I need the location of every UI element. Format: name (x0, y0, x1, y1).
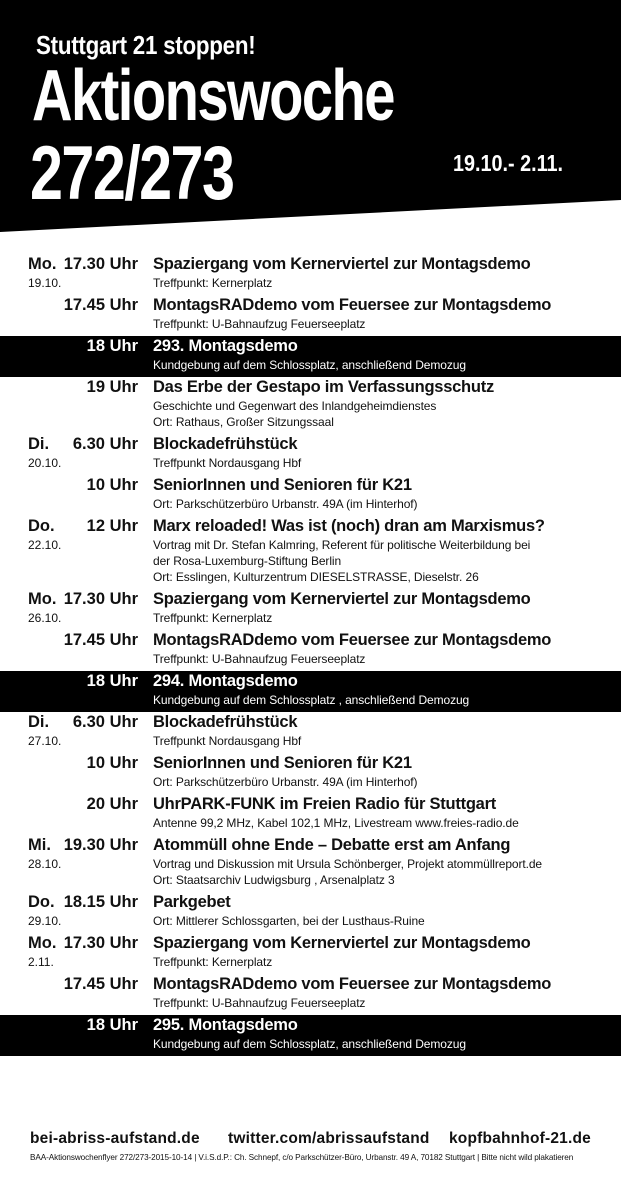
event-time: 17.45 Uhr (63, 296, 138, 314)
event-time: 10 Uhr (86, 476, 138, 494)
event-title: Spaziergang vom Kernerviertel zur Montagsdemo (153, 255, 531, 273)
event-date: 28.10. (28, 857, 62, 871)
event-day: Do. (28, 893, 55, 911)
event-content (153, 671, 621, 712)
event-title: Spaziergang vom Kernerviertel zur Montagsdemo (153, 590, 531, 608)
event-content (153, 753, 621, 794)
event-time: 19 Uhr (86, 378, 138, 396)
event-date: 29.10. (28, 914, 62, 928)
event-title: Das Erbe der Gestapo im Verfassungsschutz (153, 378, 494, 396)
event-time: 17.30 Uhr (63, 590, 138, 608)
event-detail: der Rosa-Luxemburg-Stiftung Berlin (153, 554, 342, 568)
event-day: Mo. (28, 934, 57, 952)
footer-links (0, 1130, 621, 1150)
event-date: 27.10. (28, 734, 62, 748)
event-row (0, 933, 621, 974)
event-day: Do. (28, 517, 55, 535)
event-time: 12 Uhr (86, 517, 138, 535)
event-content (153, 630, 621, 671)
event-day: Mo. (28, 590, 57, 608)
event-detail: Ort: Parkschützerbüro Urbanstr. 49A (im Hinterhof) (153, 497, 418, 511)
event-title: Marx reloaded! Was ist (noch) dran am Marxismus? (153, 517, 545, 535)
event-row (0, 254, 621, 295)
event-title: 295. Montagsdemo (153, 1016, 298, 1034)
event-highlight-row (0, 671, 621, 712)
event-title: MontagsRADdemo vom Feuersee zur Montagsdemo (153, 975, 552, 993)
event-content (153, 336, 621, 377)
event-row (0, 295, 621, 336)
event-content (153, 295, 621, 336)
event-title: Blockadefrühstück (153, 435, 298, 453)
event-content (153, 974, 621, 1015)
event-content (153, 377, 621, 434)
event-time: 17.45 Uhr (63, 631, 138, 649)
event-row (0, 516, 621, 589)
event-title: Atommüll ohne Ende – Debatte erst am Anfang (153, 836, 511, 854)
event-content (153, 516, 621, 589)
event-time: 19.30 Uhr (63, 836, 138, 854)
event-row (0, 892, 621, 933)
event-content (153, 589, 621, 630)
event-detail: Ort: Staatsarchiv Ludwigsburg , Arsenalplatz 3 (153, 873, 395, 887)
event-day: Mo. (28, 255, 57, 273)
event-title: Parkgebet (153, 893, 231, 911)
event-detail: Treffpunkt: Kernerplatz (153, 276, 273, 290)
event-detail: Ort: Esslingen, Kulturzentrum DIESELSTRASSE, Dieselstr. 26 (153, 570, 479, 584)
event-detail: Treffpunkt: Kernerplatz (153, 955, 273, 969)
event-row (0, 377, 621, 434)
page-title: Aktionswoche (32, 56, 394, 136)
event-row (0, 630, 621, 671)
link-kopfbahnhof[interactable]: kopfbahnhof-21.de (448, 1130, 591, 1147)
event-time: 17.45 Uhr (63, 975, 138, 993)
event-title: Spaziergang vom Kernerviertel zur Montagsdemo (153, 934, 531, 952)
event-detail: Treffpunkt: Kernerplatz (153, 611, 273, 625)
event-time: 10 Uhr (86, 754, 138, 772)
event-content (153, 794, 621, 835)
event-day: Di. (28, 713, 50, 731)
event-detail: Antenne 99,2 MHz, Kabel 102,1 MHz, Livestream www.freies-radio.de (153, 816, 519, 830)
event-content (153, 933, 621, 974)
event-date: 26.10. (28, 611, 62, 625)
event-content (153, 1015, 621, 1056)
event-row (0, 589, 621, 630)
link-twitter[interactable]: twitter.com/abrissaufstand (228, 1130, 430, 1147)
event-content (153, 835, 621, 892)
footer (0, 1130, 621, 1162)
event-row (0, 712, 621, 753)
event-time: 18 Uhr (86, 337, 138, 355)
event-title: Blockadefrühstück (153, 713, 298, 731)
event-content (153, 712, 621, 753)
event-title: 293. Montagsdemo (153, 337, 298, 355)
event-date: 22.10. (28, 538, 62, 552)
event-highlight-row (0, 336, 621, 377)
event-time: 6.30 Uhr (72, 435, 138, 453)
event-detail: Kundgebung auf dem Schlossplatz, anschließend Demozug (153, 358, 466, 372)
event-content (153, 254, 621, 295)
event-time: 18 Uhr (86, 672, 138, 690)
event-row (0, 794, 621, 835)
event-day: Mi. (28, 836, 51, 854)
event-list (0, 254, 621, 1056)
date-range: 19.10.- 2.11. (453, 150, 563, 176)
link-website[interactable]: bei-abriss-aufstand.de (30, 1130, 200, 1147)
kicker: Stuttgart 21 stoppen! (36, 30, 256, 60)
event-title: SeniorInnen und Senioren für K21 (153, 476, 412, 494)
event-row (0, 475, 621, 516)
event-content (153, 892, 621, 933)
event-title: 294. Montagsdemo (153, 672, 298, 690)
event-time: 17.30 Uhr (63, 255, 138, 273)
event-detail: Vortrag mit Dr. Stefan Kalmring, Referent für politische Weiterbildung bei (153, 538, 531, 552)
event-title: UhrPARK-FUNK im Freien Radio für Stuttgart (153, 795, 497, 813)
event-time: 20 Uhr (86, 795, 138, 813)
event-date: 20.10. (28, 456, 62, 470)
event-highlight-row (0, 1015, 621, 1056)
event-detail: Treffpunkt Nordausgang Hbf (153, 456, 302, 470)
event-detail: Ort: Mittlerer Schlossgarten, bei der Lusthaus-Ruine (153, 914, 425, 928)
event-content (153, 434, 621, 475)
event-date: 2.11. (28, 955, 54, 969)
event-row (0, 835, 621, 892)
imprint: BAA-Aktionswochenflyer 272/273-2015-10-14 | V.i.S.d.P.: Ch. Schnepf, c/o Parkschützer-Büro, Urbanstr. 49 A, 70182 Stuttgart | Bitte nicht wild plakatieren (30, 1153, 574, 1162)
event-date: 19.10. (28, 276, 62, 290)
event-detail: Ort: Rathaus, Großer Sitzungssaal (153, 415, 334, 429)
event-row (0, 974, 621, 1015)
week-number: 272/273 (30, 131, 234, 216)
event-time: 6.30 Uhr (72, 713, 138, 731)
event-detail: Treffpunkt: U-Bahnaufzug Feuerseeplatz (153, 652, 366, 666)
event-detail: Treffpunkt: U-Bahnaufzug Feuerseeplatz (153, 317, 366, 331)
event-detail: Geschichte und Gegenwart des Inlandgeheimdienstes (153, 399, 437, 413)
event-title: MontagsRADdemo vom Feuersee zur Montagsdemo (153, 631, 552, 649)
event-day: Di. (28, 435, 50, 453)
event-detail: Ort: Parkschützerbüro Urbanstr. 49A (im Hinterhof) (153, 775, 418, 789)
event-time: 18 Uhr (86, 1016, 138, 1034)
event-row (0, 753, 621, 794)
event-row (0, 434, 621, 475)
event-time: 18.15 Uhr (63, 893, 138, 911)
event-title: MontagsRADdemo vom Feuersee zur Montagsdemo (153, 296, 552, 314)
header (0, 0, 621, 240)
event-detail: Treffpunkt Nordausgang Hbf (153, 734, 302, 748)
event-detail: Kundgebung auf dem Schlossplatz, anschließend Demozug (153, 1037, 466, 1051)
event-detail: Treffpunkt: U-Bahnaufzug Feuerseeplatz (153, 996, 366, 1010)
event-title: SeniorInnen und Senioren für K21 (153, 754, 412, 772)
event-detail: Kundgebung auf dem Schlossplatz , anschließend Demozug (153, 693, 470, 707)
event-detail: Vortrag und Diskussion mit Ursula Schönberger, Projekt atommüllreport.de (153, 857, 542, 871)
event-content (153, 475, 621, 516)
event-time: 17.30 Uhr (63, 934, 138, 952)
